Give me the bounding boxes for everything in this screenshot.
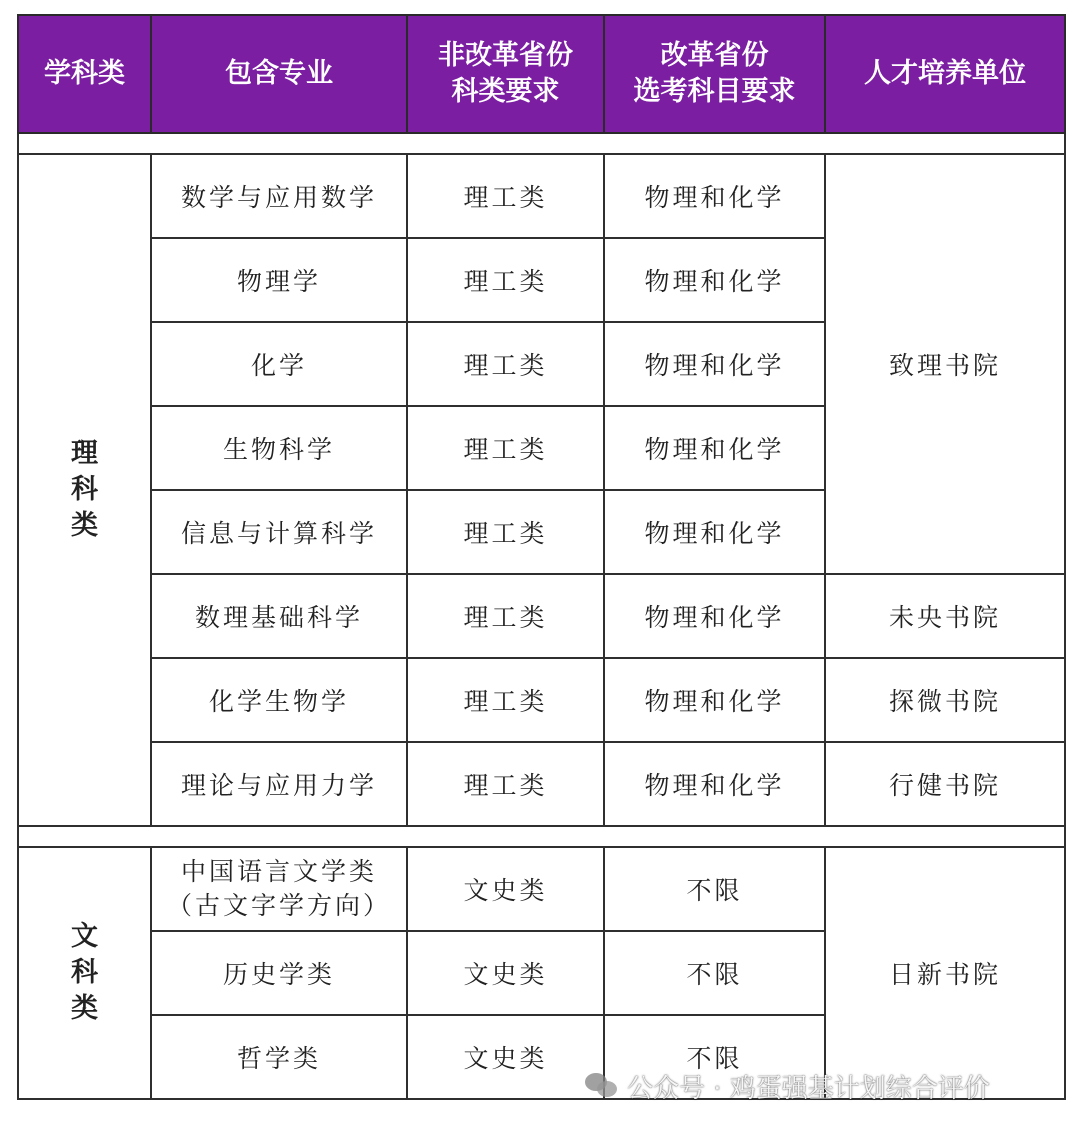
non-reform-cell: 文史类: [407, 1015, 604, 1099]
watermark: [585, 1066, 990, 1106]
reform-cell: 物理和化学: [604, 238, 825, 322]
spacer-row: [18, 826, 1065, 847]
category-char: 类: [71, 510, 98, 541]
table-row: [18, 658, 1065, 742]
major-line: 中国语言文学类: [180, 857, 377, 886]
watermark-text: 公众号 · 鸡蛋强基计划综合评价: [627, 1073, 990, 1104]
major-cell: 生物科学: [151, 406, 407, 490]
reform-cell: 物理和化学: [604, 658, 825, 742]
unit-cell-rixin: 日新书院: [825, 847, 1065, 1099]
non-reform-cell: 理工类: [407, 322, 604, 406]
header-row: [18, 15, 1065, 133]
category-char: 理: [71, 438, 98, 469]
spacer-row: [18, 133, 1065, 154]
major-cell: 数理基础科学: [151, 574, 407, 658]
category-arts: [18, 847, 151, 1099]
major-cell: 信息与计算科学: [151, 490, 407, 574]
category-char: 科: [71, 474, 98, 505]
category-char: 科: [71, 957, 98, 988]
reform-cell: 物理和化学: [604, 742, 825, 826]
major-cell: 化学: [151, 322, 407, 406]
table-row: [18, 742, 1065, 826]
non-reform-cell: 文史类: [407, 847, 604, 931]
reform-cell: 物理和化学: [604, 574, 825, 658]
major-cell: 历史学类: [151, 931, 407, 1015]
header-category: 学科类: [18, 15, 151, 133]
major-cell: [151, 847, 407, 931]
non-reform-cell: 理工类: [407, 406, 604, 490]
header-reform: [604, 15, 825, 133]
major-cell: 理论与应用力学: [151, 742, 407, 826]
major-cell: 物理学: [151, 238, 407, 322]
non-reform-cell: 理工类: [407, 742, 604, 826]
header-non-reform-line2: 科类要求: [451, 76, 560, 107]
header-reform-line2: 选考科目要求: [633, 76, 796, 107]
reform-cell: 物理和化学: [604, 322, 825, 406]
reform-cell: 物理和化学: [604, 406, 825, 490]
non-reform-cell: 文史类: [407, 931, 604, 1015]
unit-cell-xingjian: 行健书院: [825, 742, 1065, 826]
non-reform-cell: 理工类: [407, 490, 604, 574]
header-majors: 包含专业: [151, 15, 407, 133]
major-cell: 哲学类: [151, 1015, 407, 1099]
category-science: [18, 154, 151, 826]
header-reform-line1: 改革省份: [660, 40, 769, 71]
non-reform-cell: 理工类: [407, 658, 604, 742]
major-cell: 数学与应用数学: [151, 154, 407, 238]
unit-cell-weiyang: 未央书院: [825, 574, 1065, 658]
reform-cell: 不限: [604, 931, 825, 1015]
reform-cell: 物理和化学: [604, 154, 825, 238]
non-reform-cell: 理工类: [407, 238, 604, 322]
category-char: 文: [71, 921, 98, 952]
admissions-table: [17, 14, 1066, 1100]
major-cell: 化学生物学: [151, 658, 407, 742]
category-char: 类: [71, 993, 98, 1024]
major-line: （古文字学方向）: [166, 891, 391, 920]
non-reform-cell: 理工类: [407, 574, 604, 658]
unit-cell-tanwei: 探微书院: [825, 658, 1065, 742]
spacer-cell: [18, 826, 1065, 847]
table-row: [18, 847, 1065, 931]
table-row: [18, 154, 1065, 238]
unit-cell-zhili: 致理书院: [825, 154, 1065, 574]
non-reform-cell: 理工类: [407, 154, 604, 238]
reform-cell: 不限: [604, 847, 825, 931]
header-non-reform: [407, 15, 604, 133]
header-non-reform-line1: 非改革省份: [438, 40, 573, 71]
header-unit: 人才培养单位: [825, 15, 1065, 133]
spacer-cell: [18, 133, 1065, 154]
table-row: [18, 574, 1065, 658]
reform-cell: 物理和化学: [604, 490, 825, 574]
reform-cell: 不限: [604, 1015, 825, 1099]
wechat-icon: [585, 1071, 619, 1101]
